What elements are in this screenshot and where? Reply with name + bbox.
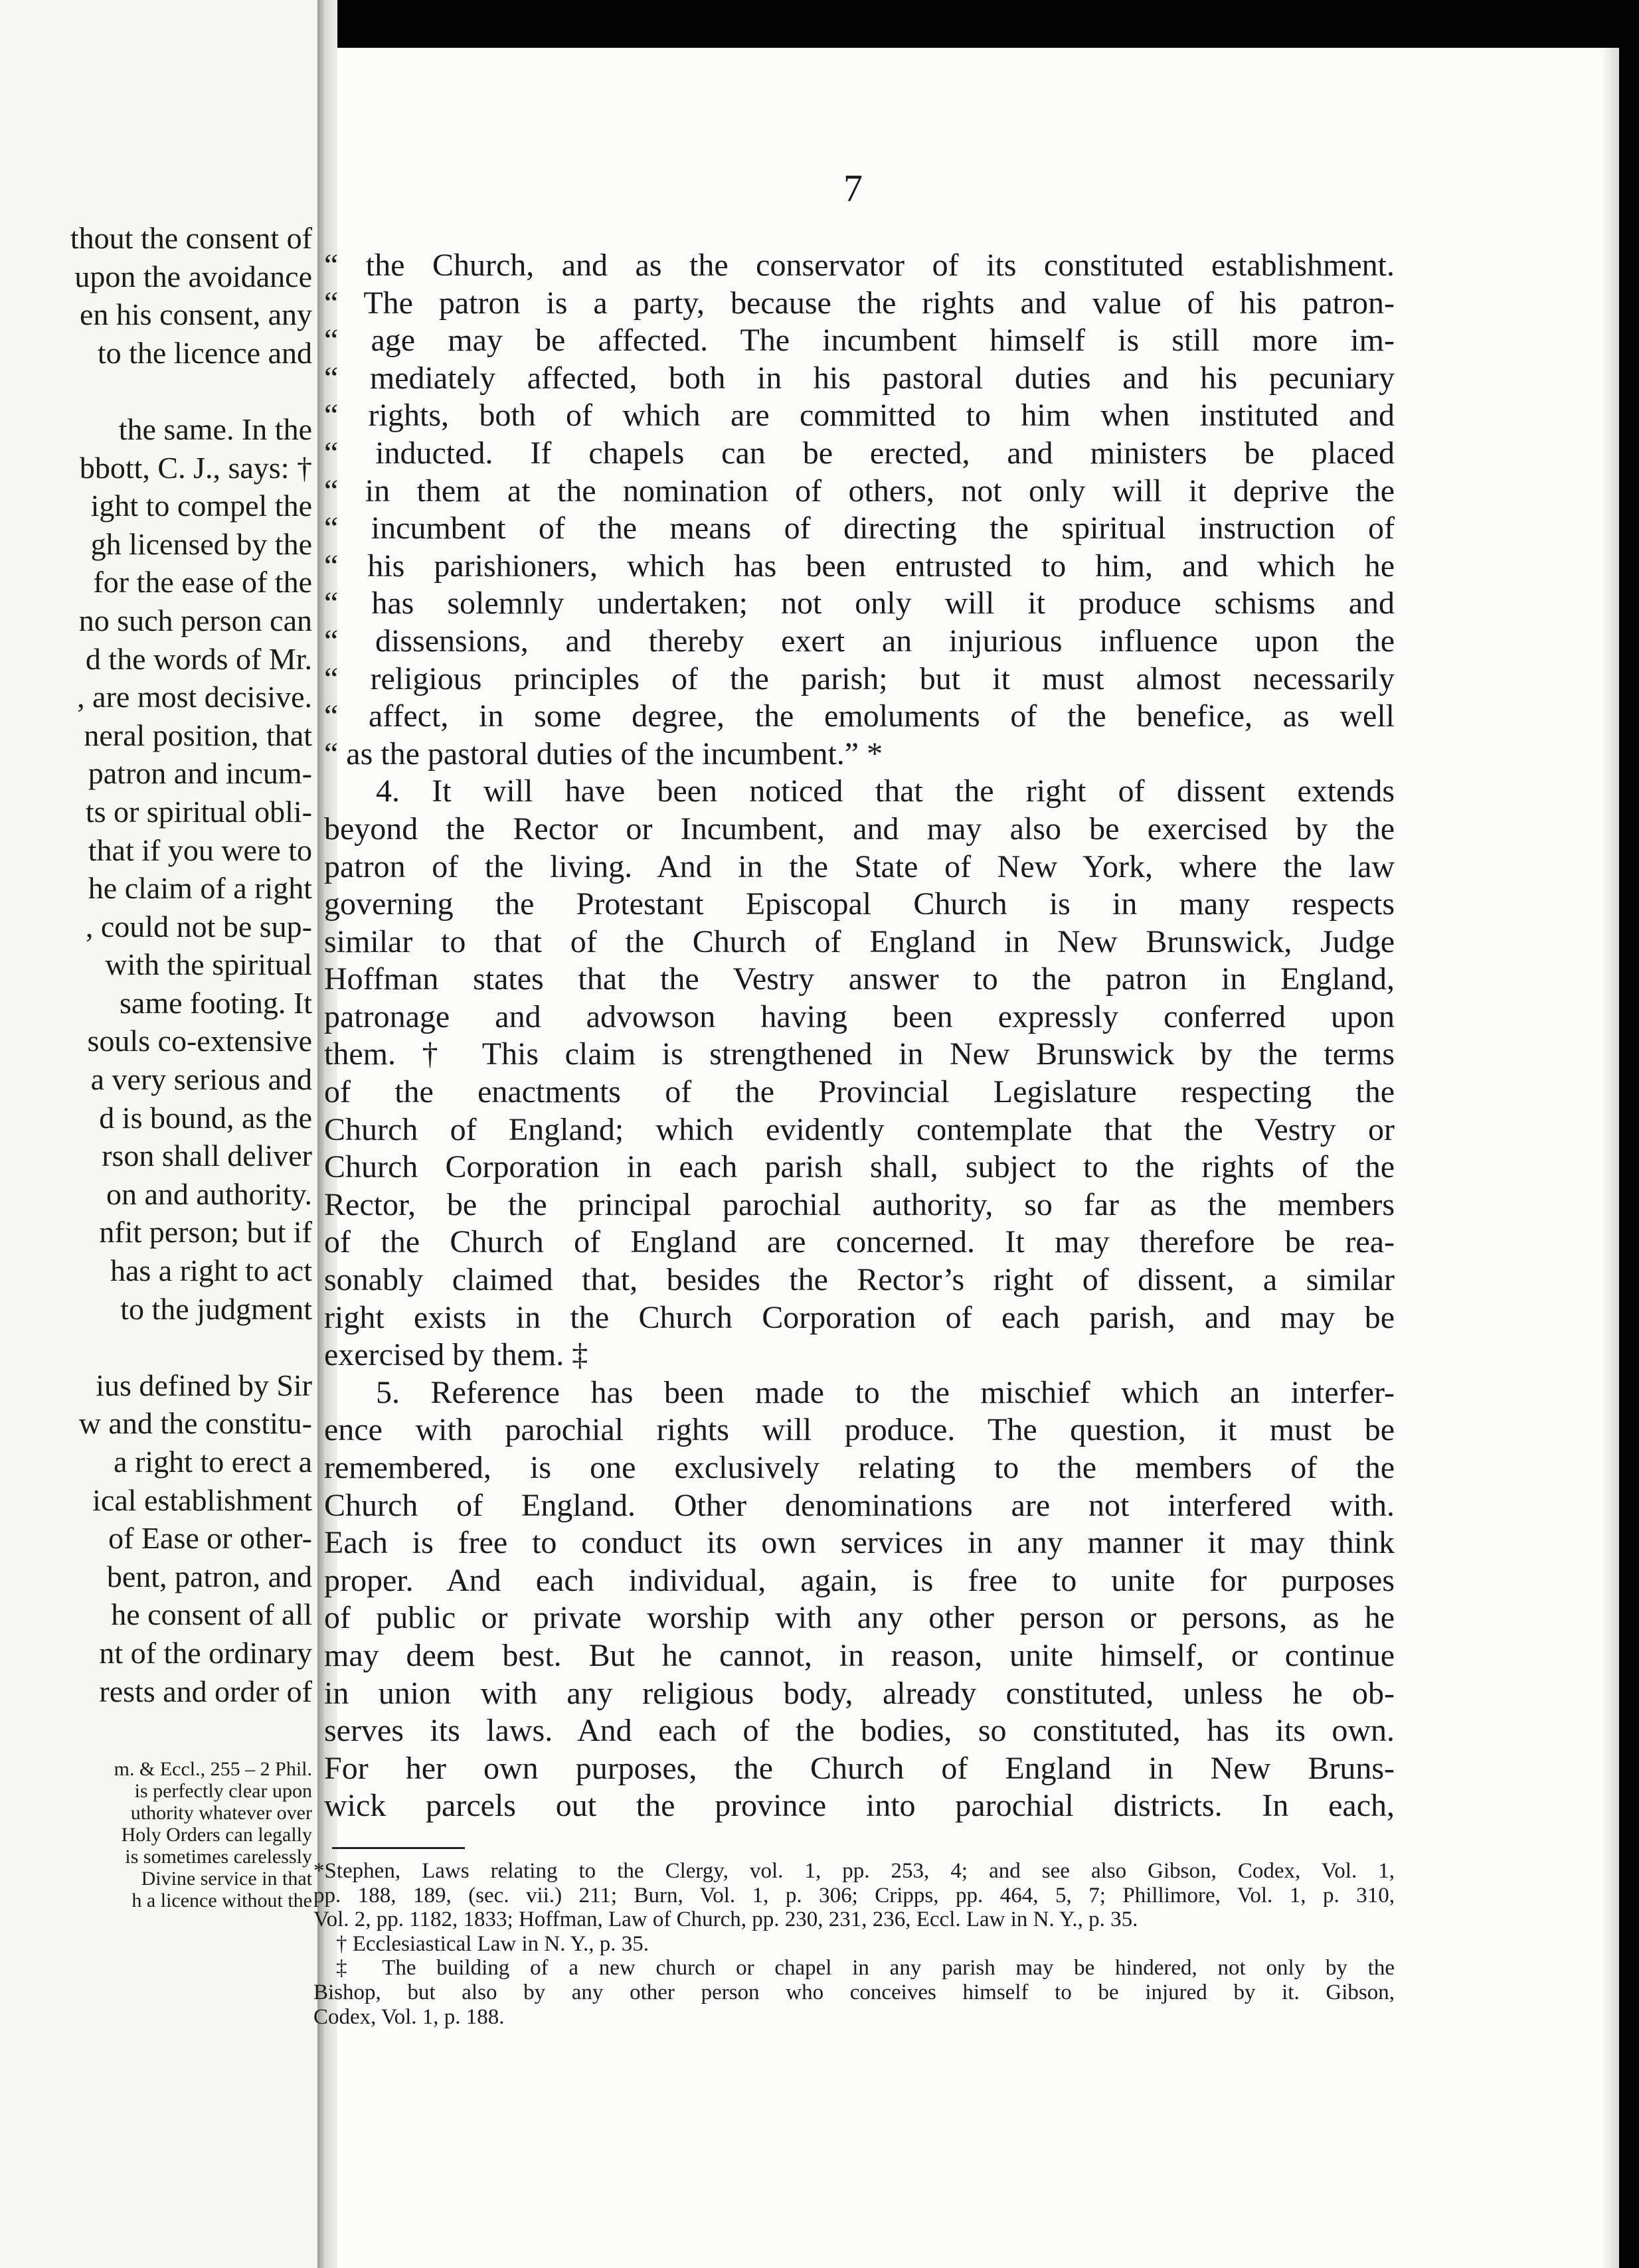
text-line: of public or private worship with any other person or persons, as he bbox=[324, 1600, 1395, 1636]
footnotes bbox=[313, 1859, 1395, 2029]
text-line: of the Church of England are concerned. It may therefore be rea- bbox=[324, 1224, 1395, 1260]
text-line: he claim of a right bbox=[88, 871, 312, 906]
text-line: he consent of all bbox=[111, 1597, 312, 1632]
text-line: remembered, is one exclusively relating to the members of the bbox=[324, 1450, 1395, 1485]
text-line: rests and order of bbox=[99, 1674, 312, 1708]
text-line: is sometimes carelessly bbox=[125, 1846, 312, 1868]
text-line: Each is free to conduct its own services in any manner it may think bbox=[324, 1525, 1395, 1561]
text-line: no such person can bbox=[78, 603, 312, 637]
page-number: 7 bbox=[843, 167, 863, 210]
text-line: d the words of Mr. bbox=[85, 641, 312, 676]
text-line: them. † This claim is strengthened in New Brunswick by the terms bbox=[324, 1036, 1395, 1072]
text-line: exercised by them. ‡ bbox=[324, 1337, 588, 1373]
text-line bbox=[0, 1328, 312, 1366]
text-line: For her own purposes, the Church of England in New Bruns- bbox=[324, 1750, 1395, 1786]
text-line: patron of the living. And in the State of New York, where the law bbox=[324, 849, 1395, 884]
text-line: Church Corporation in each parish shall, subject to the rights of the bbox=[324, 1149, 1395, 1185]
text-line: h a licence without the bbox=[131, 1890, 312, 1911]
text-line: “ religious principles of the parish; but it must almost necessarily bbox=[324, 661, 1395, 696]
text-line: has a right to act bbox=[110, 1254, 312, 1288]
text-line: on and authority. bbox=[106, 1176, 312, 1211]
text-line: may deem best. But he cannot, in reason, unite himself, or continue bbox=[324, 1637, 1395, 1673]
text-line: en his consent, any bbox=[79, 297, 312, 332]
text-line: “ the Church, and as the conservator of its constituted establishment. bbox=[324, 248, 1395, 283]
text-line: is perfectly clear upon bbox=[134, 1780, 312, 1802]
text-line: Hoffman states that the Vestry answer to the patron in England, bbox=[324, 961, 1395, 997]
text-line: bbott, C. J., says: † bbox=[79, 450, 312, 485]
footnote-rule bbox=[332, 1847, 465, 1849]
text-line: thout the consent of bbox=[70, 221, 312, 255]
text-line: d is bound, as the bbox=[99, 1100, 312, 1135]
text-line: sonably claimed that, besides the Rector’s right of dissent, a similar bbox=[324, 1262, 1395, 1298]
text-line: neral position, that bbox=[84, 718, 312, 752]
text-line: patron and incum- bbox=[88, 756, 312, 791]
text-line: proper. And each individual, again, is free to unite for purposes bbox=[324, 1562, 1395, 1598]
text-line: , are most decisive. bbox=[77, 680, 312, 714]
text-line: w and the constitu- bbox=[78, 1406, 312, 1441]
text-line: similar to that of the Church of England in New Brunswick, Judge bbox=[324, 924, 1395, 959]
text-line: patronage and advowson having been expressly conferred upon bbox=[324, 999, 1395, 1034]
text-line: with the spiritual bbox=[105, 947, 312, 982]
text-line: for the ease of the bbox=[93, 565, 312, 600]
text-line: “ as the pastoral duties of the incumbent.” * bbox=[324, 736, 883, 771]
left-page-text bbox=[0, 219, 312, 1710]
text-line: , could not be sup- bbox=[85, 909, 312, 943]
text-line: m. & Eccl., 255 – 2 Phil. bbox=[114, 1758, 312, 1780]
text-line: 4. It will have been noticed that the right of dissent extends bbox=[376, 773, 1395, 809]
text-line: Church of England; which evidently contemplate that the Vestry or bbox=[324, 1111, 1395, 1147]
text-line: nfit person; but if bbox=[99, 1215, 312, 1250]
text-line: uthority whatever over bbox=[130, 1802, 312, 1824]
text-line: Divine service in that bbox=[141, 1868, 312, 1890]
text-line: of Ease or other- bbox=[108, 1521, 312, 1556]
text-line: in union with any religious body, already constituted, unless he ob- bbox=[324, 1675, 1395, 1711]
text-line: “ incumbent of the means of directing the spiritual instruction of bbox=[324, 511, 1395, 546]
text-line: bent, patron, and bbox=[106, 1559, 312, 1593]
text-line: “ in them at the nomination of others, not only will it deprive the bbox=[324, 473, 1395, 509]
text-line: serves its laws. And each of the bodies, so constituted, has its own. bbox=[324, 1713, 1395, 1749]
text-line: ‡ The building of a new church or chapel in any parish may be hindered, not only by the bbox=[336, 1956, 1395, 1981]
text-line: ical establishment bbox=[92, 1483, 312, 1517]
text-line: “ dissensions, and thereby exert an injurious influence upon the bbox=[324, 623, 1395, 659]
text-line: of the enactments of the Provincial Legislature respecting the bbox=[324, 1074, 1395, 1110]
text-line: the same. In the bbox=[118, 412, 312, 446]
body-text bbox=[324, 247, 1395, 1825]
text-line: ight to compel the bbox=[90, 489, 312, 523]
text-line: Vol. 2, pp. 1182, 1833; Hoffman, Law of Church, pp. 230, 231, 236, Eccl. Law in N. Y., p. 35. bbox=[313, 1907, 1138, 1932]
text-line: Holy Orders can legally bbox=[121, 1824, 312, 1846]
text-line: “ his parishioners, which has been entrusted to him, and which he bbox=[324, 548, 1395, 584]
text-line: beyond the Rector or Incumbent, and may also be exercised by the bbox=[324, 811, 1395, 847]
text-line: “ mediately affected, both in his pastoral duties and his pecuniary bbox=[324, 360, 1395, 396]
page-edge-shadow bbox=[1602, 48, 1619, 2268]
text-line: 5. Reference has been made to the mischief which an interfer- bbox=[376, 1374, 1395, 1410]
text-line: that if you were to bbox=[88, 833, 312, 867]
text-line: Church of England. Other denominations are not interfered with. bbox=[324, 1487, 1395, 1523]
text-line: “ rights, both of which are committed to him when instituted and bbox=[324, 398, 1395, 434]
text-line: souls co-extensive bbox=[87, 1024, 312, 1058]
text-line: upon the avoidance bbox=[74, 259, 312, 293]
text-line: pp. 188, 189, (sec. vii.) 211; Burn, Vol. 1, p. 306; Cripps, pp. 464, 5, 7; Phillimore, Vol. 1, p. 310, bbox=[313, 1883, 1395, 1907]
left-page bbox=[0, 0, 317, 2268]
text-line: Rector, be the principal parochial authority, so far as the members bbox=[324, 1186, 1395, 1222]
text-line: ence with parochial rights will produce. The question, it must be bbox=[324, 1412, 1395, 1448]
text-line: a very serious and bbox=[90, 1062, 312, 1097]
text-line: to the judgment bbox=[120, 1291, 312, 1326]
text-line: a right to erect a bbox=[114, 1445, 312, 1479]
text-line: *Stephen, Laws relating to the Clergy, vol. 1, pp. 253, 4; and see also Gibson, Codex, Vol. 1, bbox=[313, 1859, 1395, 1883]
text-line: rson shall deliver bbox=[102, 1139, 312, 1173]
text-line: governing the Protestant Episcopal Church is in many respects bbox=[324, 886, 1395, 922]
text-line: wick parcels out the province into parochial districts. In each, bbox=[324, 1788, 1395, 1824]
text-line: ts or spiritual obli- bbox=[85, 794, 312, 829]
text-line: Codex, Vol. 1, p. 188. bbox=[313, 2004, 505, 2029]
text-line: “ has solemnly undertaken; not only will it produce schisms and bbox=[324, 586, 1395, 621]
text-line: “ The patron is a party, because the rights and value of his patron- bbox=[324, 285, 1395, 321]
text-line: † Ecclesiastical Law in N. Y., p. 35. bbox=[336, 1931, 649, 1956]
text-line: right exists in the Church Corporation of each parish, and may be bbox=[324, 1299, 1395, 1335]
text-line: gh licensed by the bbox=[90, 526, 312, 561]
text-line: “ affect, in some degree, the emoluments of the benefice, as well bbox=[324, 698, 1395, 734]
left-page-footnotes bbox=[0, 1758, 312, 1911]
text-line: to the licence and bbox=[97, 335, 312, 370]
text-line: Bishop, but also by any other person who conceives himself to be injured by it. Gibson, bbox=[313, 1980, 1395, 2004]
text-line: nt of the ordinary bbox=[99, 1635, 312, 1670]
text-line: “ age may be affected. The incumbent himself is still more im- bbox=[324, 323, 1395, 359]
text-line: same footing. It bbox=[120, 985, 312, 1020]
text-line bbox=[0, 372, 312, 410]
text-line: ius defined by Sir bbox=[96, 1368, 312, 1402]
text-line: “ inducted. If chapels can be erected, and ministers be placed bbox=[324, 435, 1395, 471]
